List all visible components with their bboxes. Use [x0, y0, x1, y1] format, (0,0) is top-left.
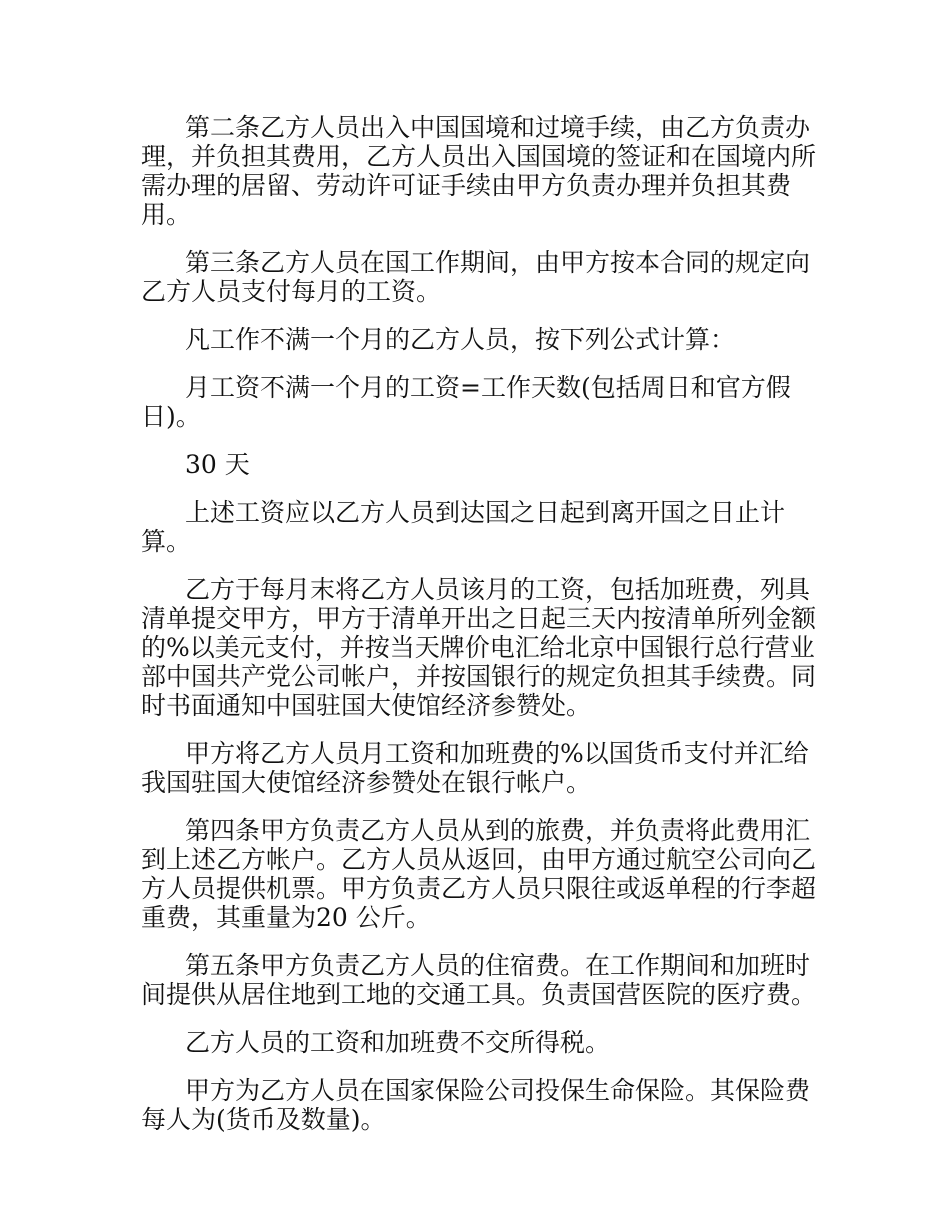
- paragraph-formula-denominator: 30 天: [185, 450, 250, 479]
- paragraph-monthly-payment: 乙方于每月末将乙方人员该月的工资，包括加班费，列具 清单提交甲方，甲方于清单开出之日起三天内按清单所列金额 的%以美元支付，并按当天牌价电汇给北京中国银行总行营业 部中国共产党公司帐户，并按国银行的规定负担其手续费。同 时书面通知中国驻国大使馆经济参赞处。: [141, 575, 817, 720]
- paragraph-partial-month: 凡工作不满一个月的乙方人员，按下列公式计算：: [185, 325, 736, 354]
- paragraph-article-5: 第五条甲方负责乙方人员的住宿费。在工作期间和加班时 间提供从居住地到工地的交通工具。负责国营医院的医疗费。: [141, 951, 817, 1009]
- document-body: [141, 113, 831, 1134]
- paragraph-local-currency-payment: 甲方将乙方人员月工资和加班费的%以国货币支付并汇给 我国驻国大使馆经济参赞处在银行帐户。: [141, 739, 809, 797]
- paragraph-salary-period: 上述工资应以乙方人员到达国之日起到离开国之日止计算。: [141, 498, 786, 556]
- paragraph-life-insurance: 甲方为乙方人员在国家保险公司投保生命保险。其保险费 每人为(货币及数量)。: [141, 1076, 811, 1134]
- paragraph-formula: 月工资不满一个月的工资=工作天数(包括周日和官方假 日)。: [141, 373, 791, 431]
- paragraph-article-4: 第四条甲方负责乙方人员从到的旅费，并负责将此费用汇 到上述乙方帐户。乙方人员从返回，由甲方通过航空公司向乙 方人员提供机票。甲方负责乙方人员只限往或返单程的行李超 重费，其重量为20 公斤。: [141, 816, 817, 932]
- paragraph-article-3: 第三条乙方人员在国工作期间，由甲方按本合同的规定向 乙方人员支付每月的工资。: [141, 248, 811, 306]
- paragraph-tax-exemption: 乙方人员的工资和加班费不交所得税。: [185, 1028, 611, 1057]
- paragraph-article-2: 第二条乙方人员出入中国国境和过境手续，由乙方负责办 理，并负担其费用，乙方人员出入国国境的签证和在国境内所 需办理的居留、劳动许可证手续由甲方负责办理并负担其费用。: [141, 113, 817, 229]
